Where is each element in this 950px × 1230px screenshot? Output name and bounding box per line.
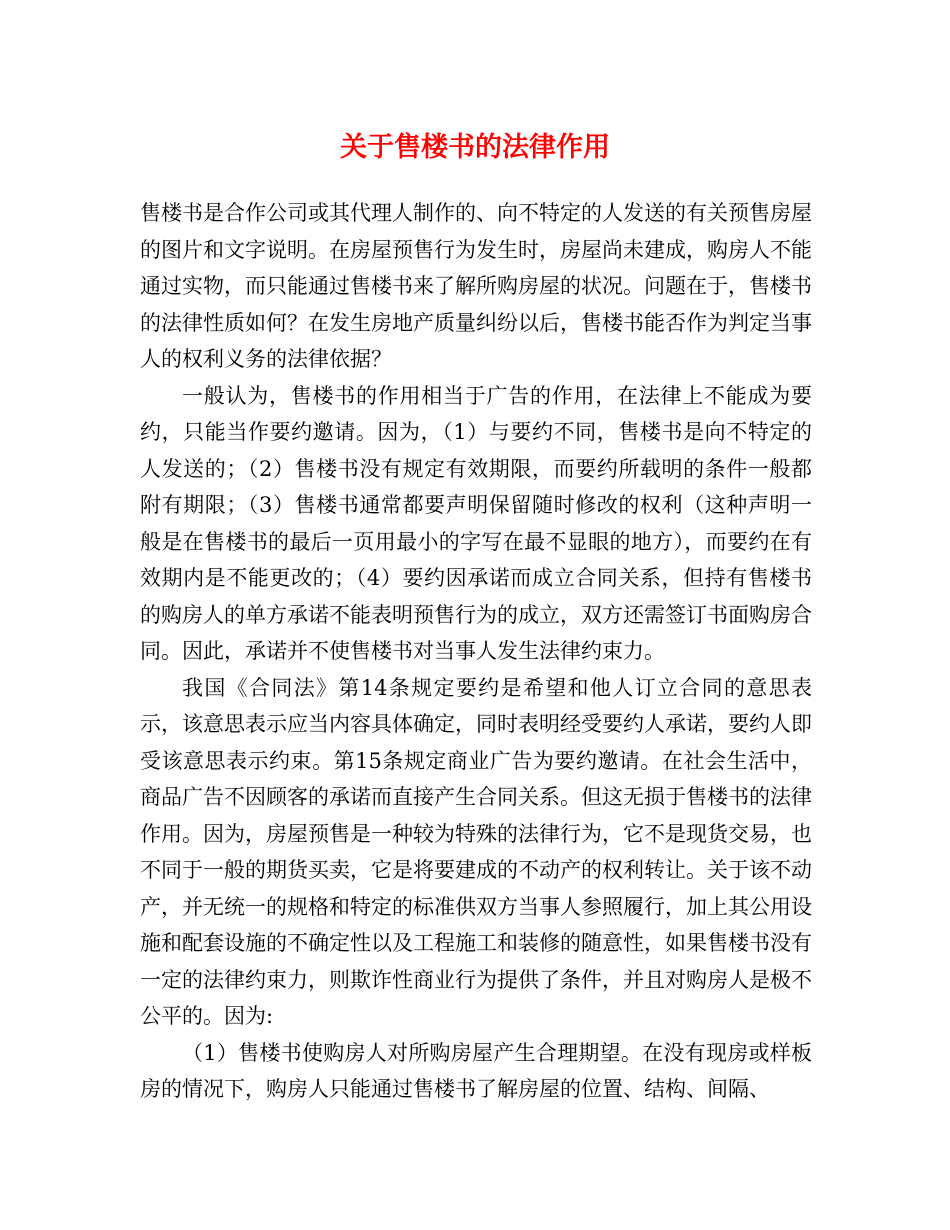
paragraph-1: 售楼书是合作公司或其代理人制作的、向不特定的人发送的有关预售房屋的图片和文字说明。在房屋预售行为发生时，房屋尚未建成，购房人不能通过实物，而只能通过售楼书来了解所购房屋的状况。问题在于，售楼书的法律性质如何？在发生房地产质量纠纷以后，售楼书能否作为判定当事人的权利义务的法律依据？ — [140, 201, 812, 371]
document-title: 关于售楼书的法律作用 — [340, 132, 610, 163]
document-body — [140, 195, 812, 1108]
paragraph-4: （1）售楼书使购房人对所购房屋产生合理期望。在没有现房或样板房的情况下，购房人只能通过售楼书了解房屋的位置、结构、间隔、 — [140, 1040, 812, 1101]
paragraph-2: 一般认为，售楼书的作用相当于广告的作用，在法律上不能成为要约，只能当作要约邀请。因为，（1）与要约不同，售楼书是向不特定的人发送的；（2）售楼书没有规定有效期限，而要约所载明的条件一般都附有期限；（3）售楼书通常都要声明保留随时修改的权利（这种声明一般是在售楼书的最后一页用最小的字写在最不显眼的地方），而要约在有效期内是不能更改的；（4）要约因承诺而成立合同关系，但持有售楼书的购房人的单方承诺不能表明预售行为的成立，双方还需签订书面购房合同。因此，承诺并不使售楼书对当事人发生法律约束力。 — [140, 383, 812, 663]
paragraph-3: 我国《合同法》第14条规定要约是希望和他人订立合同的意思表示，该意思表示应当内容具体确定，同时表明经受要约人承诺，要约人即受该意思表示约束。第15条规定商业广告为要约邀请。在社会生活中，商品广告不因顾客的承诺而直接产生合同关系。但这无损于售楼书的法律作用。因为，房屋预售是一种较为特殊的法律行为，它不是现货交易，也不同于一般的期货买卖，它是将要建成的不动产的权利转让。关于该不动产，并无统一的规格和特定的标准供双方当事人参照履行，加上其公用设施和配套设施的不确定性以及工程施工和装修的随意性，如果售楼书没有一定的法律约束力，则欺诈性商业行为提供了条件，并且对购房人是极不公平的。因为: — [140, 675, 812, 1028]
